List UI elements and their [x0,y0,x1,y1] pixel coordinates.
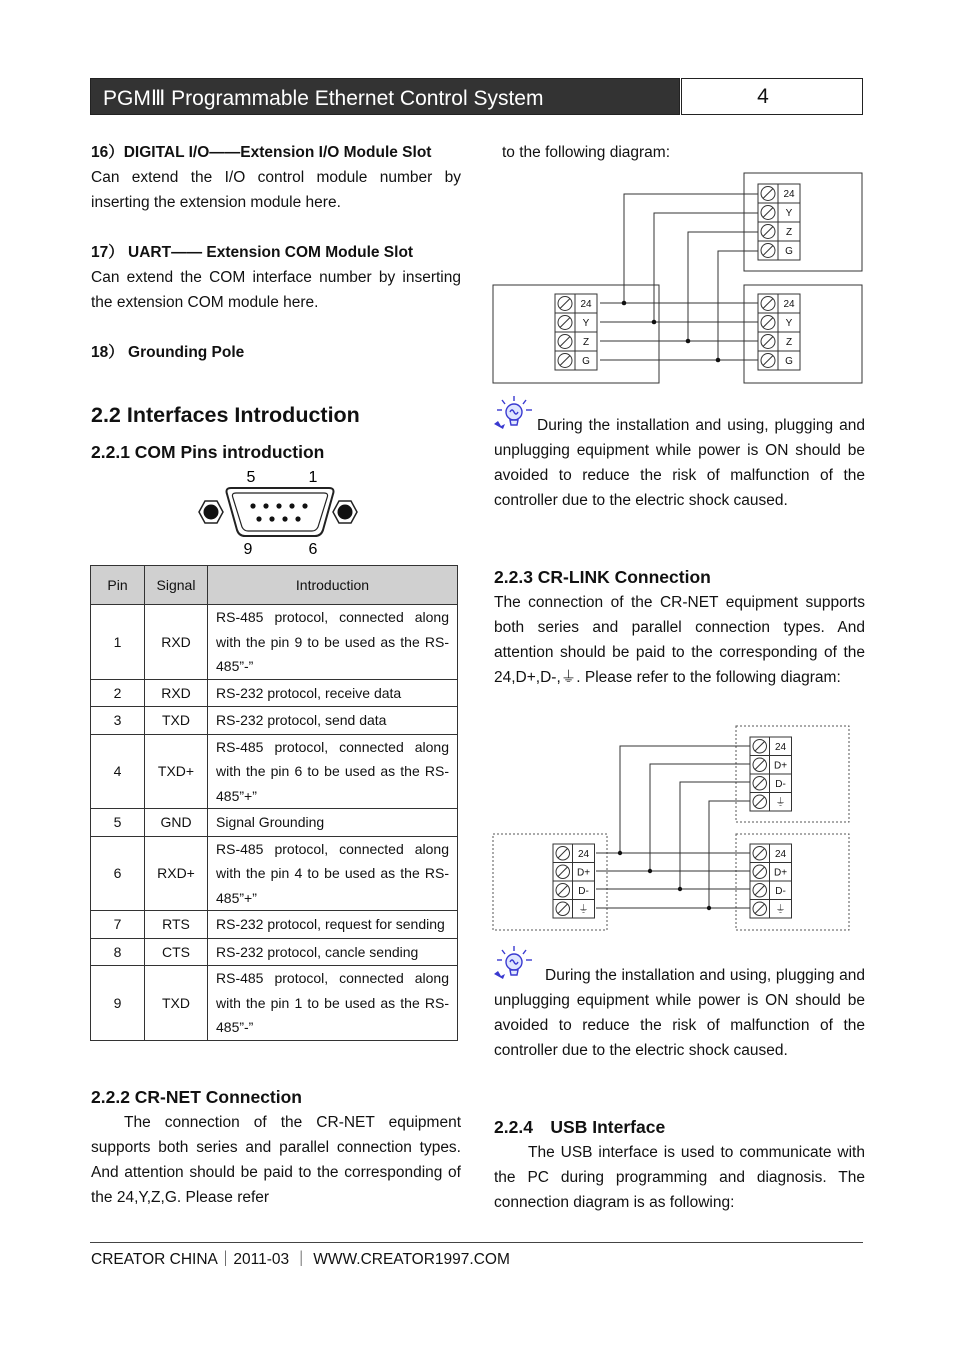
terminal-label: 24 [774,848,787,860]
terminal [555,294,597,313]
terminal-label: G [785,356,793,367]
crlink-wiring-diagram [492,725,852,932]
section-title: 2.2 Interfaces Introduction [91,403,360,427]
terminal-label: Z [785,227,793,238]
page-number: 4 [757,85,769,108]
screw-terminal-icon [761,225,775,239]
terminal-label: D- [775,885,786,897]
screw-terminal-icon [761,354,775,368]
screw-terminal-icon [753,847,767,861]
db9-label-5: 5 [246,469,256,486]
crnet-text: The connection of the CR-NET equipment supports both series and parallel connection types. And attention should be paid to the corresponding of the 24,Y,Z,G. Please refer [91,1114,461,1206]
table-row: 8 CTS RS-232 protocol, cancle sending [91,938,458,966]
table-row: 1 RXD RS-485 protocol, connected along with the pin 9 to be used as the RS-485”-” [91,605,458,680]
terminal-label: 24 [774,741,787,753]
terminal-label: Z [582,337,590,348]
table-header-pin: Pin [91,566,145,605]
crlink-terminal-block-bottom [750,844,792,918]
table-header-introduction: Introduction [208,566,458,605]
screw-terminal-icon [753,884,767,898]
table-row: 2 RXD RS-232 protocol, receive data [91,679,458,707]
db9-label-9: 9 [243,541,253,558]
terminal-block-bottom [758,294,800,370]
terminal [553,863,595,882]
subsection-com-title: 2.2.1 COM Pins introduction [91,442,325,462]
terminal [750,756,792,775]
screw-terminal-icon [753,902,767,916]
document-title: PGMⅢ Programmable Ethernet Control System [103,87,544,110]
screw-terminal-icon [761,187,775,201]
screw-terminal-icon [558,297,572,311]
crlink-title: 2.2.3 CR-LINK Connection [494,567,711,587]
terminal [758,184,800,203]
item18-heading: 18） Grounding Pole [91,344,245,361]
terminal [555,351,597,370]
item16-text: Can extend the I/O control module number by inserting the extension module here. [91,169,461,211]
footer-text: CREATOR CHINA｜2011-03 ｜ WWW.CREATOR1997.COM [91,1251,510,1268]
terminal-label: 24 [783,299,795,310]
terminal [553,844,595,863]
table-row: 5 GND Signal Grounding [91,809,458,837]
warning-text-2: During the installation and using, plugging and unplugging equipment while power is ON should be avoided to reduce the risk of malfunction of the controller due to the electric shock caused. [494,967,865,1059]
usb-text: The USB interface is used to communicate with the PC during programming and diagnosis. The connection diagram is as following: [494,1144,865,1211]
table-row: 3 TXD RS-232 protocol, send data [91,707,458,735]
db9-label-6: 6 [308,541,318,558]
screw-terminal-icon [753,865,767,879]
terminal-label: Y [582,318,590,329]
diagram-intro: to the following diagram: [502,144,671,161]
usb-title: 2.2.4 USB Interface [494,1117,666,1137]
crlink-wire-junctions [618,851,711,910]
screw-terminal-icon [761,297,775,311]
terminal [750,737,792,756]
terminal [750,863,792,882]
terminal [750,900,792,919]
screw-terminal-icon [761,244,775,258]
terminal [553,900,595,919]
warning-text-1: During the installation and using, plugging and unplugging equipment while power is ON should be avoided to reduce the risk of malfunction of the controller due to the electric shock caused. [494,417,865,509]
terminal-label: G [785,246,793,257]
terminal-label: D+ [773,760,788,772]
terminal-label: 24 [577,848,590,860]
item17-text: Can extend the COM interface number by inserting the extension COM module here. [91,269,461,311]
terminal-label: D- [578,885,589,897]
terminal [758,203,800,222]
screw-terminal-icon [556,865,570,879]
terminal [750,774,792,793]
screw-terminal-icon [761,316,775,330]
com-pins-table [90,565,458,1041]
terminal [555,313,597,332]
screw-terminal-icon [556,847,570,861]
terminal [750,793,792,812]
screw-terminal-icon [558,354,572,368]
table-row: 7 RTS RS-232 protocol, request for sending [91,911,458,939]
terminal-label: ⏚ [775,904,786,916]
terminal-label: 24 [580,299,592,310]
screw-terminal-icon [558,316,572,330]
terminal [555,332,597,351]
crlink-wires [596,746,750,908]
table-row: 4 TXD+ RS-485 protocol, connected along with the pin 6 to be used as the RS-485”+” [91,734,458,809]
terminal-label: G [582,356,590,367]
item16-heading: 16）DIGITAL I/O——Extension I/O Module Slot [91,144,432,161]
terminal [758,222,800,241]
screw-terminal-icon [753,740,767,754]
terminal-label: Y [785,208,793,219]
screw-terminal-icon [761,335,775,349]
screw-terminal-icon [558,335,572,349]
terminal [758,241,800,260]
screw-terminal-icon [753,758,767,772]
terminal-label: ⏚ [775,797,786,809]
crlink-terminal-block-controller [553,844,595,918]
footer-rule [90,1242,863,1243]
crnet-title: 2.2.2 CR-NET Connection [91,1087,302,1107]
crnet-wiring-diagram [492,172,864,384]
terminal [750,881,792,900]
screw-terminal-icon [556,902,570,916]
terminal [758,313,800,332]
terminal-label: 24 [783,189,795,200]
terminal-label: D+ [773,867,788,879]
crlink-terminal-block-top [750,737,792,811]
db9-connector-diagram [195,464,370,559]
item17-heading: 17） UART—— Extension COM Module Slot [91,244,414,261]
screw-terminal-icon [753,777,767,791]
table-row: 9 TXD RS-485 protocol, connected along with the pin 1 to be used as the RS-485”-” [91,966,458,1041]
db9-label-1: 1 [308,469,318,486]
terminal-block-top [758,184,800,260]
terminal-label: D+ [576,867,591,879]
table-row: 6 RXD+ RS-485 protocol, connected along with the pin 4 to be used as the RS-485”+” [91,836,458,911]
terminal-label: ⏚ [578,904,589,916]
terminal [758,351,800,370]
table-header-row [91,566,458,605]
screw-terminal-icon [753,795,767,809]
screw-terminal-icon [556,884,570,898]
terminal-block-controller [555,294,597,370]
terminal-label: Y [785,318,793,329]
terminal [750,844,792,863]
screw-terminal-icon [761,206,775,220]
terminal [758,294,800,313]
terminal [758,332,800,351]
terminal-label: Z [785,337,793,348]
crlink-text: The connection of the CR-NET equipment supports both series and parallel connection types. And attention should be paid to the corresponding of the 24,D+,D-,⏚. Please refer to the following diagram: [494,594,865,686]
table-header-signal: Signal [145,566,208,605]
wire-junctions [622,301,721,363]
crnet-wires [600,194,758,360]
terminal-label: D- [775,778,786,790]
terminal [553,881,595,900]
